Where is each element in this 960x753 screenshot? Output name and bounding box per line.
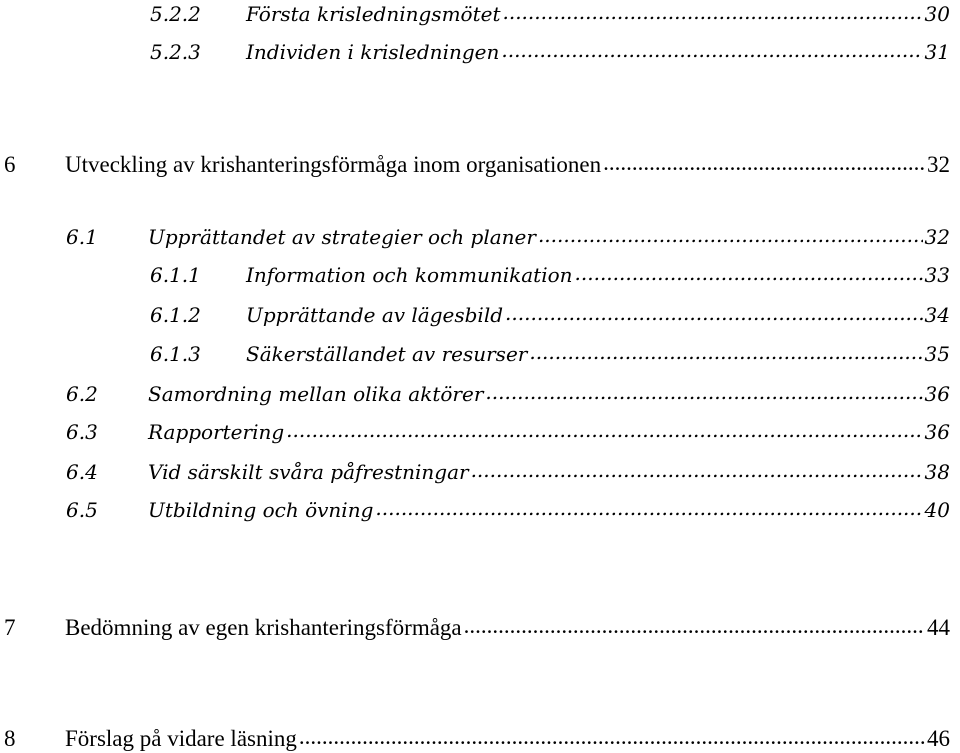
toc-entry-page: 32 (924, 225, 950, 249)
toc-entry-title: Första krisledningsmötet (246, 2, 501, 26)
toc-chapter-entry[interactable] (4, 153, 950, 176)
toc-entry[interactable] (66, 227, 950, 247)
toc-entry-number: 6.3 (66, 420, 98, 444)
toc-entry[interactable] (66, 384, 950, 404)
toc-entry[interactable] (150, 265, 950, 285)
toc-chapter-entry[interactable] (4, 616, 950, 639)
toc-entry-number: 6.4 (66, 460, 98, 484)
toc-entry-number: 6.5 (66, 498, 98, 522)
toc-dot-leader (471, 460, 923, 480)
toc-dot-leader (485, 382, 922, 402)
toc-entry-page: 38 (924, 460, 950, 484)
toc-dot-leader (501, 40, 922, 60)
toc-entry[interactable] (150, 305, 950, 325)
toc-dot-leader (286, 420, 922, 440)
toc-entry-page: 34 (924, 303, 950, 327)
toc-entry-number: 6.1 (66, 225, 98, 249)
toc-entry-page: 36 (924, 382, 950, 406)
toc-entry[interactable] (66, 500, 950, 520)
toc-entry-title: Upprättandet av strategier och planer (148, 225, 536, 249)
toc-entry-title: Förslag på vidare läsning (65, 726, 297, 751)
toc-entry-page: 30 (924, 2, 950, 26)
toc-entry-title: Samordning mellan olika aktörer (148, 382, 484, 406)
toc-entry[interactable] (66, 462, 950, 482)
toc-entry-title: Information och kommunikation (246, 263, 573, 287)
toc-entry-page: 32 (927, 152, 950, 177)
toc-entry-number: 5.2.3 (150, 40, 201, 64)
toc-entry-number: 5.2.2 (150, 2, 201, 26)
toc-dot-leader (603, 151, 925, 174)
toc-entry-page: 31 (924, 40, 950, 64)
toc-entry-title: Vid särskilt svåra påfrestningar (148, 460, 469, 484)
toc-entry-page: 40 (924, 498, 950, 522)
toc-entry-title: Rapportering (148, 420, 285, 444)
toc-dot-leader (375, 498, 922, 518)
toc-entry-number: 6.1.2 (150, 303, 201, 327)
toc-dot-leader (299, 725, 925, 748)
toc-chapter-entry[interactable] (4, 727, 950, 750)
toc-entry-title: Upprättande av lägesbild (246, 303, 504, 327)
toc-entry[interactable] (150, 344, 950, 364)
toc-dot-leader (464, 614, 925, 637)
toc-entry-title: Utveckling av krishanteringsförmåga inom organisationen (65, 152, 602, 177)
toc-dot-leader (538, 225, 923, 245)
toc-entry-number: 8 (4, 726, 16, 751)
toc-entry-number: 6.1.3 (150, 342, 201, 366)
toc-entry[interactable] (66, 422, 950, 442)
toc-dot-leader (505, 303, 923, 323)
toc-entry-title: Bedömning av egen krishanteringsförmåga (65, 615, 462, 640)
toc-entry-number: 7 (4, 615, 16, 640)
toc-entry-page: 35 (924, 342, 950, 366)
toc-entry-number: 6.1.1 (150, 263, 201, 287)
toc-entry[interactable] (150, 42, 950, 62)
toc-entry-number: 6.2 (66, 382, 98, 406)
toc-entry-page: 44 (927, 615, 950, 640)
toc-entry-page: 46 (927, 726, 950, 751)
toc-entry-title: Säkerställandet av resurser (246, 342, 528, 366)
toc-entry-title: Utbildning och övning (148, 498, 374, 522)
toc-entry[interactable] (150, 4, 950, 24)
toc-dot-leader (575, 263, 923, 283)
toc-entry-page: 36 (924, 420, 950, 444)
toc-entry-title: Individen i krisledningen (246, 40, 500, 64)
toc-dot-leader (529, 342, 922, 362)
toc-entry-page: 33 (924, 263, 950, 287)
toc-entry-number: 6 (4, 152, 16, 177)
toc-dot-leader (502, 2, 922, 22)
